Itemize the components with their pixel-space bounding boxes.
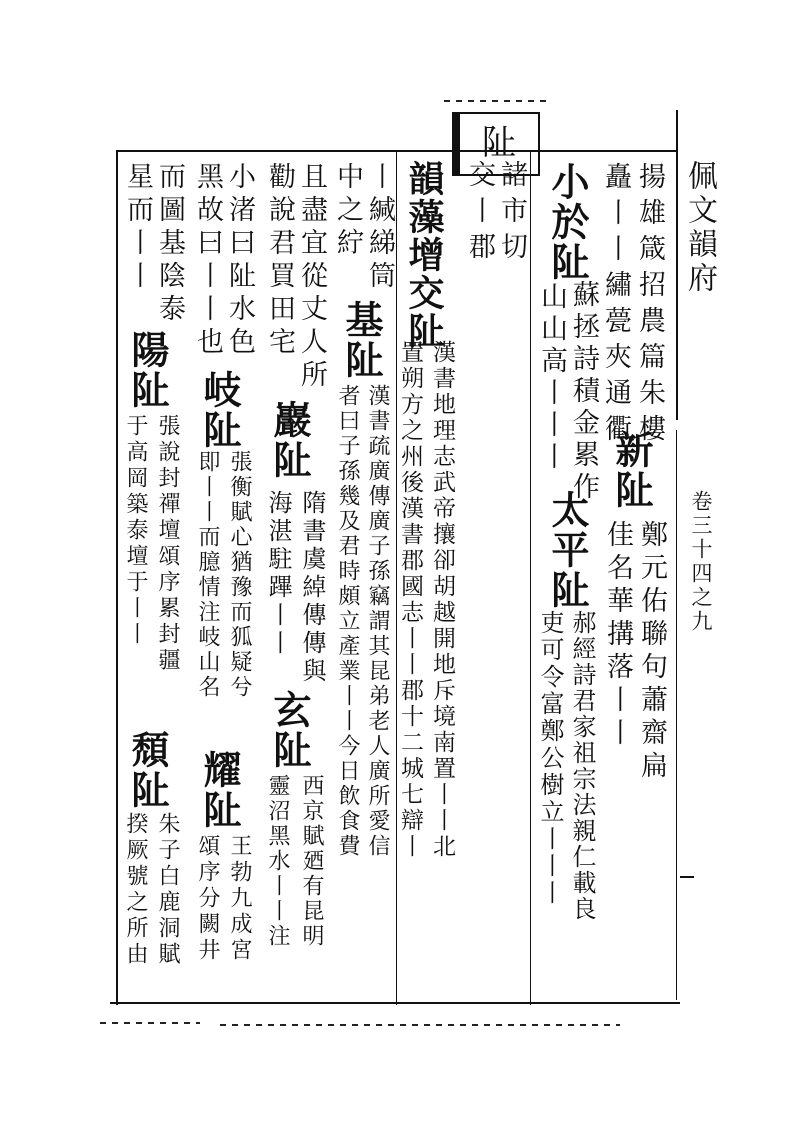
col-5: 郝經詩君家祖宗法親仁載良 (568, 610, 596, 922)
col-15: 而圖基陰泰 (154, 162, 185, 327)
col-17: 朱子白鹿洞賦 (155, 812, 180, 968)
inner-rule-2 (530, 150, 531, 1005)
entry-head-jiaozhi: 韻藻增交阯 (403, 160, 445, 350)
entry-head-yanzhi: 巖阯 (267, 400, 312, 480)
col-1: 揚雄箴招農篇朱樓 (634, 162, 665, 450)
col-12b: 黑故曰丨丨也 (192, 162, 223, 360)
top-rule (118, 150, 678, 152)
col-16: 張說封禪壇頌序累封疆 (155, 414, 180, 674)
col-7: 丨緘綈筒 (364, 162, 395, 294)
top-dash (444, 100, 552, 102)
running-title: 佩文韻府 (682, 160, 717, 296)
col-4b: 山山高丨丨丨 (536, 282, 567, 474)
entry-head-yaozhi: 耀阯 (197, 750, 242, 830)
col-14b: 頌序分闕井 (195, 834, 220, 964)
entry-head-xiaoyuzhi: 小於阯 (545, 162, 590, 282)
rhyme-note-2: 交丨郡 (464, 160, 495, 268)
col-6: 漢書地理志武帝攘卻胡越開地斥境南置丨丨北 (429, 340, 455, 860)
col-2: 矗丨丨繡甍夾通衢 (600, 162, 631, 450)
entry-head-qizhi: 岐阯 (197, 370, 242, 450)
col-10b: 海湛駐蹕丨丨 (264, 490, 292, 658)
col-12: 小渚曰阯水色 (224, 162, 255, 360)
entry-head-xinzhi: 新阯 (609, 430, 654, 510)
left-rule (116, 150, 118, 1005)
bottom-dash-right (220, 1024, 620, 1026)
col-17b: 揆厥號之所由 (123, 812, 148, 968)
col-7b: 中之紵 (332, 162, 363, 261)
bottom-rule (110, 1002, 680, 1004)
col-11: 西京賦廼有昆明 (299, 774, 324, 949)
col-14: 王勃九成宮 (227, 834, 252, 964)
entry-head-taipingzhi: 太平阯 (545, 490, 590, 610)
col-15b: 星而丨丨 (122, 162, 153, 294)
col-9: 且盡宜從丈人所 (296, 162, 327, 393)
rhyme-note-1: 諸市切 (496, 160, 527, 268)
entry-head-yangzhi: 陽阯 (125, 330, 170, 410)
header-entry: 阯 (482, 123, 516, 163)
col-8b: 者曰子孫幾及君時頗立產業丨丨今日飲食費 (335, 384, 360, 859)
bottom-dash-left (100, 1022, 200, 1024)
margin-tick (680, 876, 694, 878)
entry-head-xuanzhi: 玄阯 (267, 690, 312, 770)
col-6b: 置朔方之州後漢書郡國志丨丨郡十二城七辯丨 (397, 340, 423, 860)
col-3b: 佳名華搆落丨丨 (602, 520, 633, 751)
col-10: 隋書虞綽傳傳與 (298, 490, 326, 686)
col-9b: 勸說君買田宅 (264, 162, 295, 360)
entry-head-tuizhi: 頹阯 (125, 730, 170, 810)
col-11b: 靈沼黑水丨丨注 (265, 774, 290, 949)
col-5b: 吏可令富鄭公樹立丨丨丨 (536, 610, 564, 907)
right-rule (676, 110, 678, 420)
col-16b: 于高岡築泰壇于丨丨 (123, 414, 148, 648)
col-3a: 鄭元佑聯句蕭齋扁 (636, 520, 667, 784)
col-13: 張衡賦心猶豫而狐疑兮 (227, 450, 252, 700)
fascicle-rule (676, 430, 677, 1000)
col-4: 蘇拯詩積金累作 (568, 280, 599, 504)
fascicle-label: 卷三十四之九 (689, 490, 713, 634)
entry-head-jizhi: 基阯 (339, 300, 384, 380)
col-13b: 即丨丨而臆情注岐山名 (195, 450, 220, 700)
col-8: 漢書疏廣傳廣子孫竊謂其昆弟老人廣所愛信 (365, 384, 390, 859)
